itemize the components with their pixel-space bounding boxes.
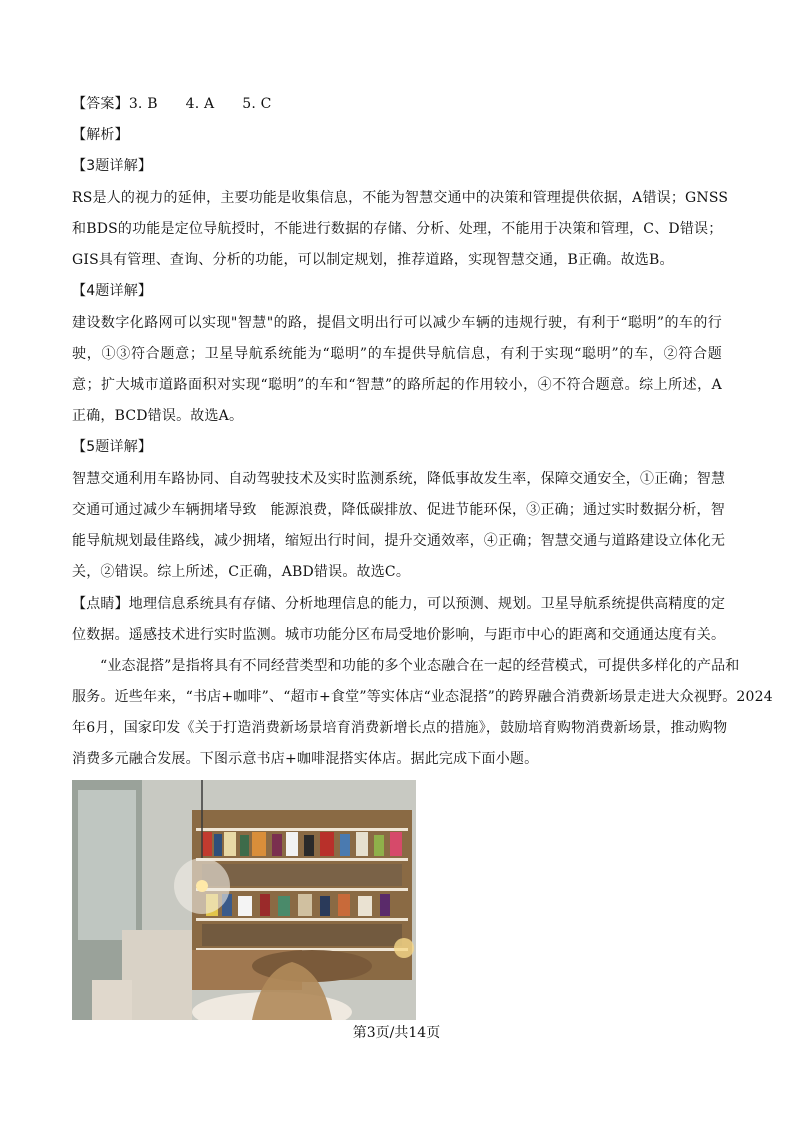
passage-line-4: 消费多元融合发展。下图示意书店+咖啡混搭实体店。据此完成下面小题。: [72, 751, 539, 767]
q4-line-2: 驶，①③符合题意；卫星导航系统能为“聪明”的车提供导航信息，有利于实现“聪明”的车，②符合题: [72, 346, 722, 362]
q5-line-4: 关，②错误。综上所述，C正确，ABD错误。故选C。: [72, 564, 411, 580]
q3-line-1: RS是人的视力的延伸，主要功能是收集信息，不能为智慧交通中的决策和管理提供依据，A错误；GNSS: [72, 190, 729, 206]
passage-line-2: 服务。近些年来，“书店+咖啡”、“超市+食堂”等实体店“业态混搭”的跨界融合消费新场景走进大众视野。2024: [72, 689, 773, 705]
q3-title: 【3题详解】: [72, 158, 153, 174]
q3-line-2: 和BDS的功能是定位导航授时，不能进行数据的存储、分析、处理，不能用于决策和管理，C、D错误；: [72, 221, 723, 237]
page-footer: 第3页/共14页: [352, 1025, 441, 1041]
bookstore-cafe-photo: [72, 780, 416, 1020]
q4-line-4: 正确，BCD错误。故选A。: [72, 408, 244, 424]
answer-line: [72, 94, 272, 114]
answer-label: 【答案】: [72, 96, 129, 112]
passage-line-1: “业态混搭”是指将具有不同经营类型和功能的多个业态融合在一起的经营模式，可提供多样化的产品和: [100, 658, 740, 674]
answer-items: 3. B 4. A 5. C: [128, 96, 272, 112]
q4-line-1: 建设数字化路网可以实现"智慧"的路，提倡文明出行可以减少车辆的违规行驶，有利于“聪明”的车的行: [72, 315, 722, 331]
passage-line-3: 年6月，国家印发《关于打造消费新场景培育消费新增长点的措施》，鼓励培育购物消费新场景，推动购物: [72, 720, 728, 736]
q4-title: 【4题详解】: [72, 283, 153, 299]
q5-line-1: 智慧交通利用车路协同、自动驾驶技术及实时监测系统，降低事故发生率，保障交通安全，①正确；智慧: [72, 471, 726, 487]
q4-line-3: 意；扩大城市道路面积对实现“聪明”的车和“智慧”的路所起的作用较小，④不符合题意。综上所述，A: [72, 377, 722, 393]
q5-line-3: 能导航规划最佳路线，减少拥堵，缩短出行时间，提升交通效率，④正确；智慧交通与道路建设立体化无: [72, 533, 726, 549]
tip-line-2: 位数据。遥感技术进行实时监测。城市功能分区布局受地价影响，与距市中心的距离和交通通达度有关。: [72, 627, 726, 643]
tip-line-1: 【点睛】地理信息系统具有存储、分析地理信息的能力，可以预测、规划。卫星导航系统提供高精度的定: [72, 596, 726, 612]
q5-title: 【5题详解】: [72, 439, 153, 455]
q3-line-3: GIS具有管理、查询、分析的功能，可以制定规划，推荐道路，实现智慧交通，B正确。故选B。: [72, 252, 674, 268]
q5-line-2: 交通可通过减少车辆拥堵导致 能源浪费，降低碳排放、促进节能环保，③正确；通过实时数据分析，智: [72, 502, 725, 518]
analysis-label: 【解析】: [72, 127, 129, 143]
bookstore-cafe-illustration: [72, 780, 416, 1020]
